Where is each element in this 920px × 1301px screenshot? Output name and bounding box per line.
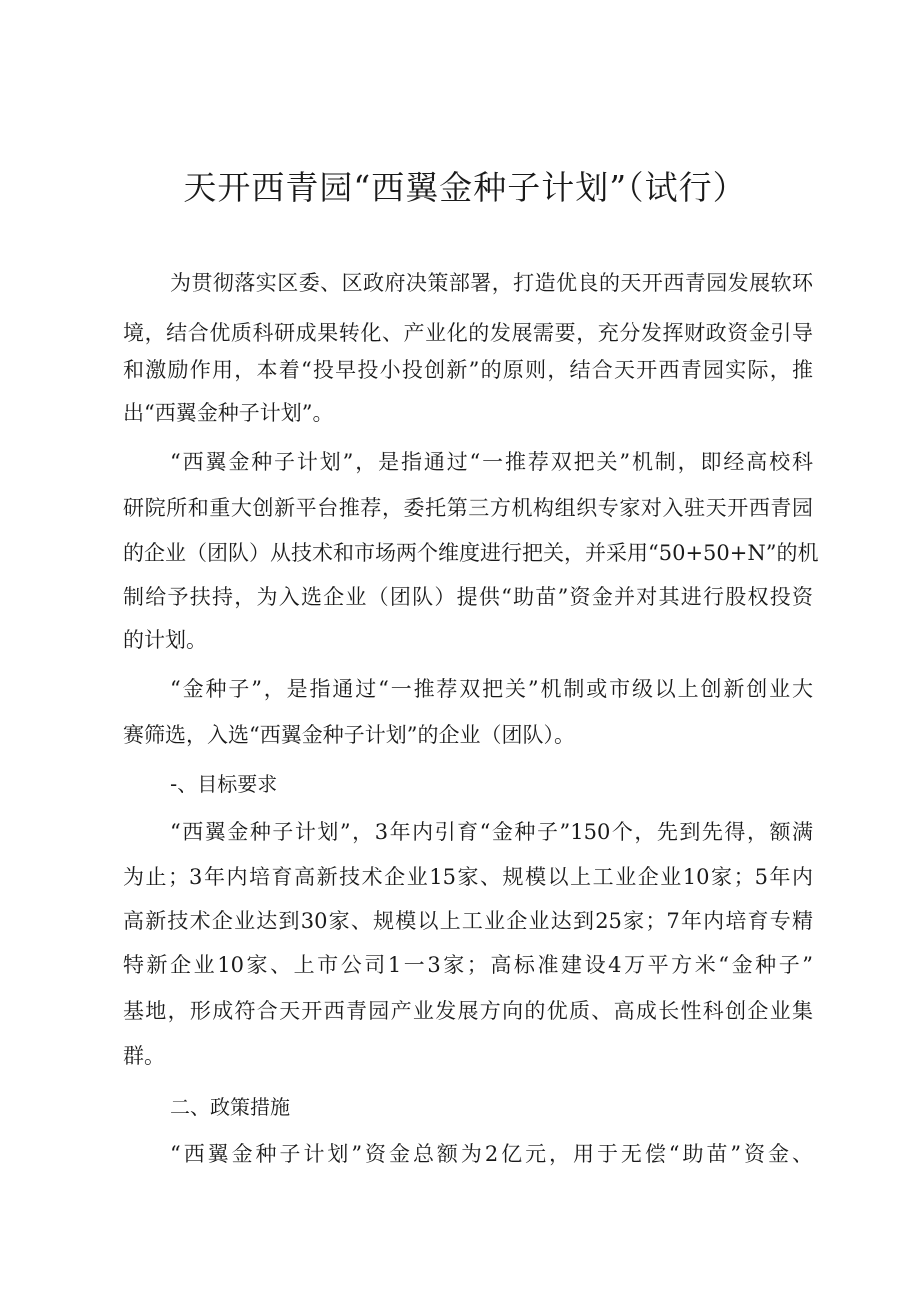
- paragraph-line: 赛筛选，入选“西翼金种子计划”的企业（团队）。: [123, 723, 575, 747]
- section-heading-policy: 二、政策措施: [170, 1095, 290, 1119]
- paragraph-line: 的企业（团队）从技术和市场两个维度进行把关，并采用“50+50+N”的机: [123, 541, 819, 565]
- paragraph-line: 为贯彻落实区委、区政府决策部署，打造优良的天开西青园发展软环: [170, 271, 813, 295]
- paragraph-line: 的计划。: [123, 628, 207, 652]
- paragraph-line: “西翼金种子计划”，是指通过“一推荐双把关”机制，即经高校科: [170, 450, 813, 474]
- paragraph-line: 为止；3年内培育高新技术企业15家、规模以上工业企业10家；5年内: [123, 865, 813, 889]
- paragraph-line: 制给予扶持，为入选企业（团队）提供“助苗”资金并对其进行股权投资: [123, 585, 813, 609]
- paragraph-line: 特新企业10家、上市公司1一3家；高标准建设4万平方米“金种子”: [123, 953, 813, 977]
- paragraph-line: “西翼金种子计划”资金总额为2亿元，用于无偿“助苗”资金、: [170, 1142, 813, 1166]
- paragraph-line: 高新技术企业达到30家、规模以上工业企业达到25家；7年内培育专精: [123, 909, 813, 933]
- paragraph-line: 群。: [123, 1044, 165, 1068]
- paragraph-line: 出“西翼金种子计划”。: [123, 401, 334, 425]
- paragraph-line: 基地，形成符合天开西青园产业发展方向的优质、高成长性科创企业集: [123, 999, 813, 1023]
- paragraph-line: “西翼金种子计划”，3年内引育“金种子”150个，先到先得，额满: [170, 820, 813, 844]
- paragraph-line: 和激励作用，本着“投早投小投创新”的原则，结合天开西青园实际，推: [123, 358, 813, 382]
- document-title: 天开西青园“西翼金种子计划”（试行）: [183, 168, 747, 207]
- paragraph-line: “金种子”，是指通过“一推荐双把关”机制或市级以上创新创业大: [170, 677, 813, 701]
- paragraph-line: 研院所和重大创新平台推荐，委托第三方机构组织专家对入驻天开西青园: [123, 496, 813, 520]
- section-heading-goals: -、目标要求: [170, 772, 278, 796]
- paragraph-line: 境，结合优质科研成果转化、产业化的发展需要，充分发挥财政资金引导: [123, 321, 813, 345]
